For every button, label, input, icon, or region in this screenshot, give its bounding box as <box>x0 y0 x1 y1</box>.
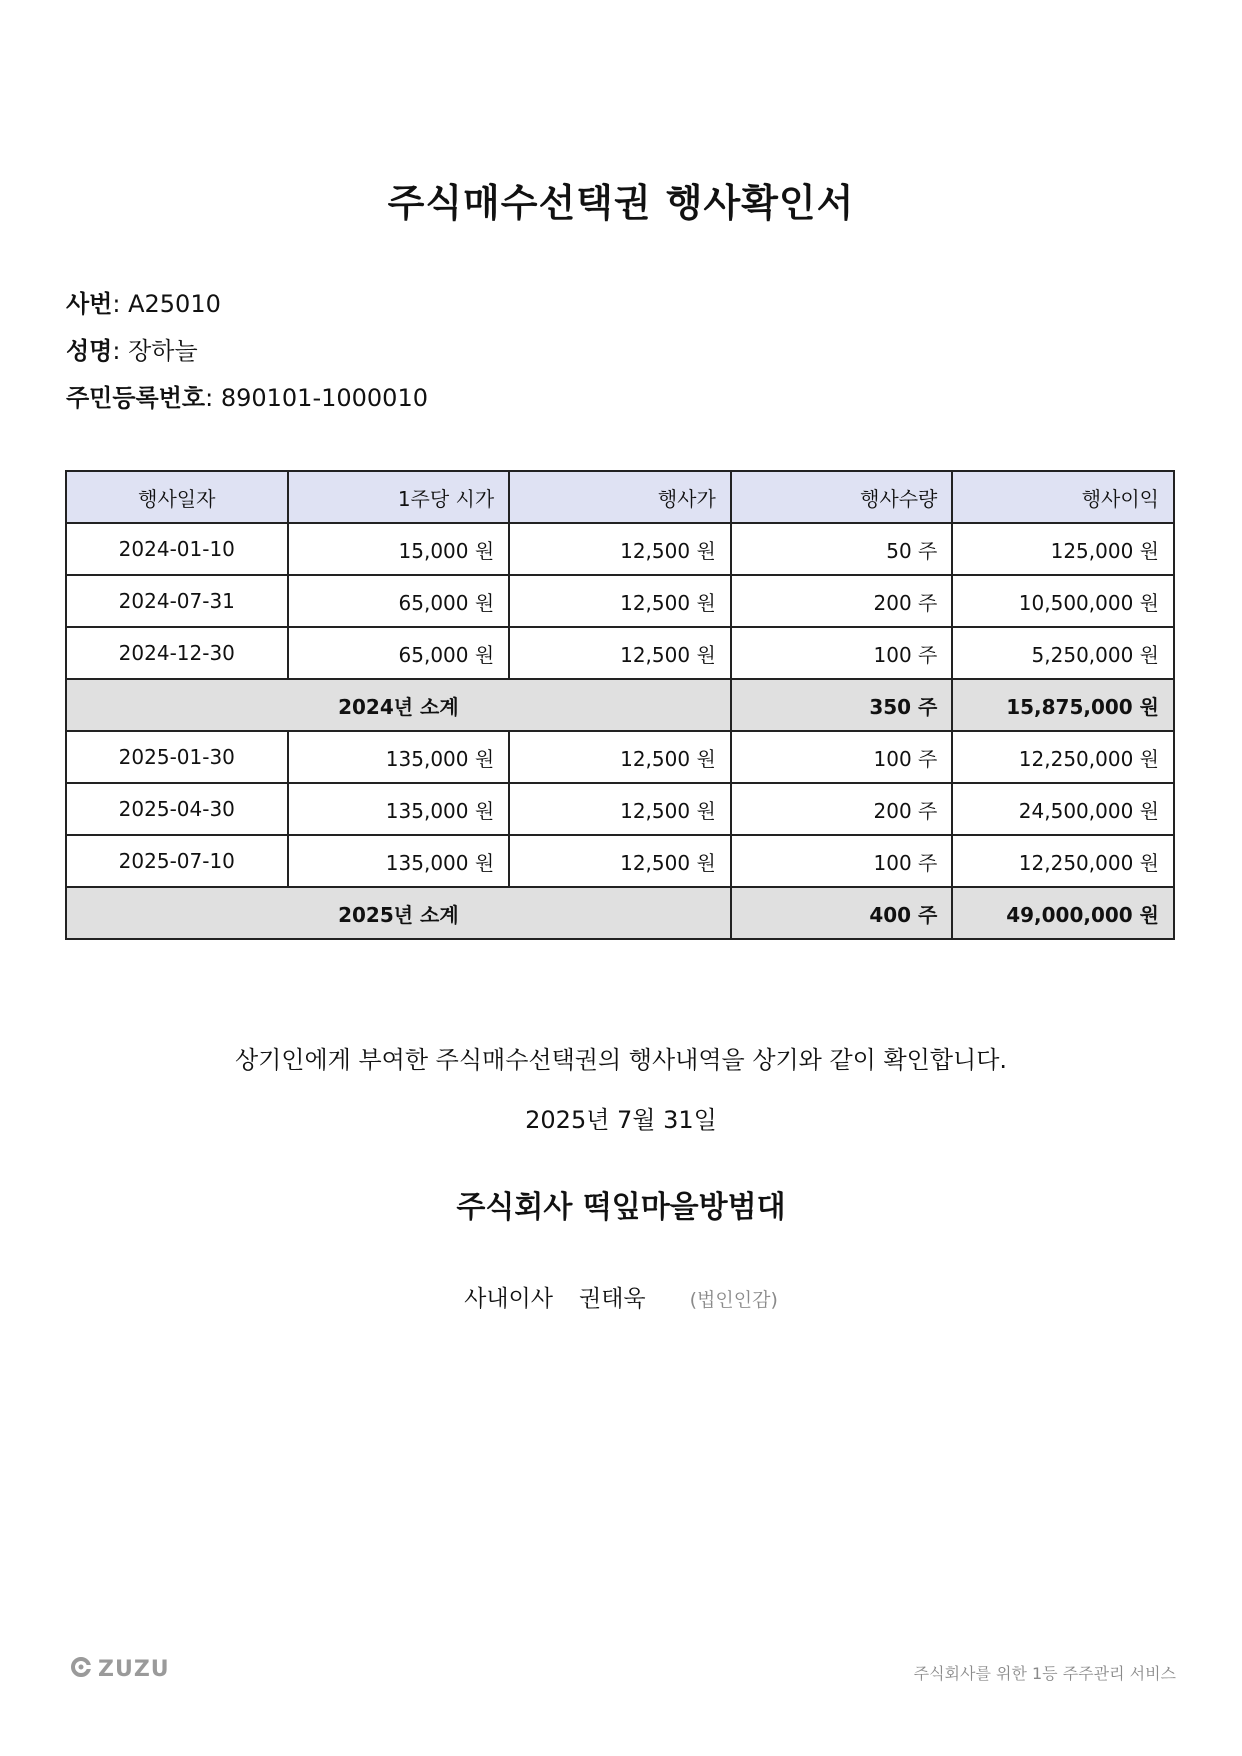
table-row <box>66 783 1174 835</box>
header-profit: 행사이익 <box>952 471 1174 523</box>
company-name: 주식회사 떡잎마을방범대 <box>456 1190 786 1225</box>
confirmation-text: 상기인에게 부여한 주식매수선택권의 행사내역을 상기와 같이 확인합니다. <box>234 1046 1008 1074</box>
subtotal-label: 2024년 소계 <box>66 679 731 731</box>
cell-exercise-price: 12,500 원 <box>509 731 731 783</box>
table-row <box>66 731 1174 783</box>
cell-quantity: 200 주 <box>731 575 953 627</box>
table-row <box>66 575 1174 627</box>
cell-exercise-price: 12,500 원 <box>509 835 731 887</box>
signer-name: 권태욱 <box>578 1286 646 1312</box>
rrn-row: 주민등록번호: 890101-1000010 <box>66 384 428 412</box>
table-row <box>66 523 1174 575</box>
cell-date: 2025-01-30 <box>66 731 288 783</box>
cell-exercise-price: 12,500 원 <box>509 783 731 835</box>
header-market-price: 1주당 시가 <box>288 471 510 523</box>
zuzu-logo <box>70 1656 170 1682</box>
cell-date: 2025-04-30 <box>66 783 288 835</box>
cell-quantity: 50 주 <box>731 523 953 575</box>
cell-profit: 10,500,000 원 <box>952 575 1174 627</box>
cell-quantity: 100 주 <box>731 731 953 783</box>
name-row: 성명: 장하늘 <box>66 337 198 365</box>
header-exercise-date: 행사일자 <box>66 471 288 523</box>
cell-profit: 24,500,000 원 <box>952 783 1174 835</box>
subtotal-profit: 49,000,000 원 <box>952 887 1174 939</box>
cell-profit: 12,250,000 원 <box>952 731 1174 783</box>
cell-profit: 12,250,000 원 <box>952 835 1174 887</box>
subtotal-row-2025 <box>66 887 1174 939</box>
cell-quantity: 200 주 <box>731 783 953 835</box>
cell-price: 135,000 원 <box>288 835 510 887</box>
cell-price: 135,000 원 <box>288 731 510 783</box>
signer-title: 사내이사 <box>464 1286 553 1312</box>
cell-price: 15,000 원 <box>288 523 510 575</box>
header-exercise-price: 행사가 <box>509 471 731 523</box>
corporate-seal-placeholder: (법인인감) <box>689 1289 778 1311</box>
employee-info <box>66 284 428 425</box>
rrn-label: 주민등록번호 <box>66 384 206 412</box>
table-header-row <box>66 471 1174 523</box>
employee-id-label: 사번 <box>66 290 113 318</box>
cell-date: 2024-12-30 <box>66 627 288 679</box>
name-label: 성명 <box>66 337 113 365</box>
subtotal-profit: 15,875,000 원 <box>952 679 1174 731</box>
cell-quantity: 100 주 <box>731 627 953 679</box>
cell-date: 2024-07-31 <box>66 575 288 627</box>
cell-date: 2025-07-10 <box>66 835 288 887</box>
subtotal-label: 2025년 소계 <box>66 887 731 939</box>
cell-date: 2024-01-10 <box>66 523 288 575</box>
cell-profit: 125,000 원 <box>952 523 1174 575</box>
cell-price: 65,000 원 <box>288 575 510 627</box>
subtotal-quantity: 350 주 <box>731 679 953 731</box>
employee-id-row: 사번: A25010 <box>66 290 221 318</box>
subtotal-row-2024 <box>66 679 1174 731</box>
zuzu-logo-icon <box>70 1656 92 1682</box>
zuzu-logo-text: ZUZU <box>98 1656 170 1682</box>
header-quantity: 행사수량 <box>731 471 953 523</box>
cell-quantity: 100 주 <box>731 835 953 887</box>
cell-profit: 5,250,000 원 <box>952 627 1174 679</box>
table-row <box>66 627 1174 679</box>
employee-id-value: A25010 <box>128 290 221 318</box>
subtotal-quantity: 400 주 <box>731 887 953 939</box>
document-title: 주식매수선택권 행사확인서 <box>387 181 855 225</box>
cell-exercise-price: 12,500 원 <box>509 523 731 575</box>
exercise-table <box>65 470 1175 940</box>
name-value: 장하늘 <box>128 337 198 365</box>
cell-exercise-price: 12,500 원 <box>509 627 731 679</box>
cell-price: 65,000 원 <box>288 627 510 679</box>
footer-tagline: 주식회사를 위한 1등 주주관리 서비스 <box>913 1664 1176 1683</box>
table-row <box>66 835 1174 887</box>
signature-line <box>0 1280 1242 1313</box>
cell-price: 135,000 원 <box>288 783 510 835</box>
issue-date: 2025년 7월 31일 <box>525 1106 717 1134</box>
rrn-value: 890101-1000010 <box>220 384 428 412</box>
cell-exercise-price: 12,500 원 <box>509 575 731 627</box>
